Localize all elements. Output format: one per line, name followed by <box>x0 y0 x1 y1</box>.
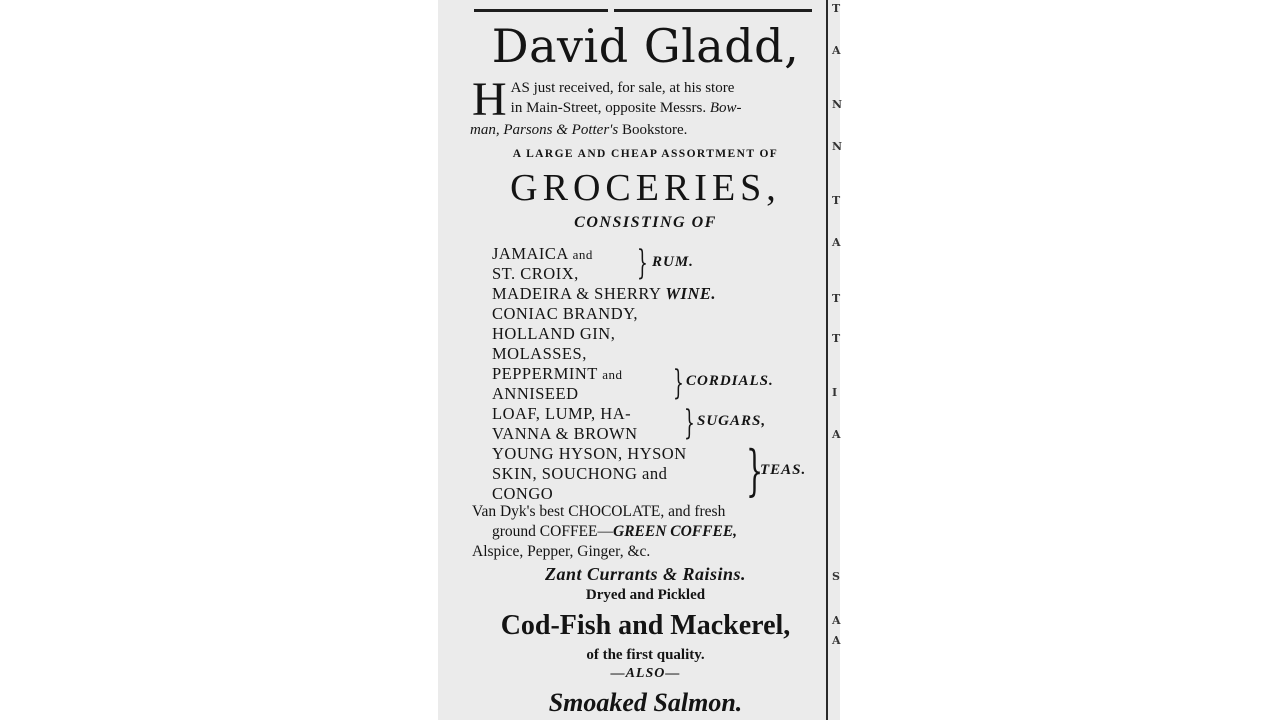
sugars-tag: SUGARS, <box>697 413 767 429</box>
edge-letter: A <box>832 44 841 57</box>
sugars-line-1: LOAF, LUMP, HA- <box>492 404 632 423</box>
intro-line-1: AS just received, for sale, at his store <box>510 80 735 96</box>
also-line: —ALSO— <box>610 666 681 681</box>
teas-tag: TEAS. <box>760 462 807 478</box>
chocolate-line-2 <box>492 522 737 542</box>
edge-letter: I <box>832 386 838 399</box>
edge-letter: A <box>832 236 841 249</box>
edge-letter: T <box>832 194 841 207</box>
rum-line-2: ST. CROIX, <box>492 264 579 283</box>
intro-line-3 <box>470 120 822 140</box>
teas-line-3: CONGO <box>492 484 554 503</box>
column-rule <box>826 0 828 720</box>
rum-tag: RUM. <box>652 254 694 270</box>
edge-letter: T <box>832 2 841 15</box>
edge-letter: A <box>832 634 841 647</box>
cordials-peppermint: PEPPERMINT <box>492 364 598 383</box>
edge-letter: A <box>832 614 841 627</box>
cordials-line-1 <box>492 364 622 385</box>
newspaper-page <box>438 0 843 720</box>
cordials-and: and <box>602 367 623 382</box>
sugars-brace: } <box>684 403 695 443</box>
intro-line-2-italic: Bow- <box>709 100 742 116</box>
currants-line: Zant Currants & Raisins. <box>544 564 747 584</box>
chocolate-line-1: Van Dyk's best CHOCOLATE, and fresh <box>472 503 726 520</box>
cordials-brace: } <box>673 363 684 403</box>
salmon-line: Smoaked Salmon. <box>548 688 743 717</box>
wine-text: MADEIRA & SHERRY <box>492 284 661 303</box>
molasses-line: MOLASSES, <box>492 344 587 363</box>
rum-jamaica: JAMAICA <box>492 244 568 263</box>
consisting-of: CONSISTING OF <box>574 214 717 231</box>
teas-brace: } <box>746 439 764 502</box>
edge-letter: N <box>832 140 843 153</box>
dryed-line: Dryed and Pickled <box>585 587 706 603</box>
rum-and: and <box>572 247 593 262</box>
merchant-name: David Gladd, <box>491 19 800 73</box>
intro-line-2-text: in Main-Street, opposite Messrs. <box>510 100 707 116</box>
rum-brace: } <box>637 243 648 283</box>
edge-letter: T <box>832 292 841 305</box>
spices-line: Alspice, Pepper, Ginger, &c. <box>472 543 651 560</box>
sugars-line-2: VANNA & BROWN <box>492 424 638 443</box>
edge-letter: S <box>832 570 840 583</box>
top-rule-left <box>474 9 608 12</box>
brandy-line: CONIAC BRANDY, <box>492 304 639 323</box>
drop-cap: H <box>472 73 507 126</box>
wine-line <box>492 284 716 304</box>
coffee-text: ground COFFEE— <box>492 523 613 540</box>
intro-line-2 <box>472 98 822 118</box>
rum-line-1 <box>492 244 593 265</box>
cordials-line-2: ANNISEED <box>492 384 579 403</box>
intro-line-3-italic: man, Parsons & Potter's <box>470 122 619 138</box>
groceries-heading: GROCERIES, <box>510 167 781 209</box>
codfish-line: Cod-Fish and Mackerel, <box>500 610 791 641</box>
wine-tag: WINE. <box>665 284 717 303</box>
gin-line: HOLLAND GIN, <box>492 324 616 343</box>
top-rule-right <box>614 9 812 12</box>
teas-line-2: SKIN, SOUCHONG and <box>492 464 668 483</box>
green-coffee: GREEN COFFEE, <box>613 523 738 540</box>
intro-line-3-text: Bookstore. <box>621 122 688 138</box>
edge-letter: N <box>832 98 843 111</box>
intro-paragraph <box>470 73 822 140</box>
edge-letter: A <box>832 428 841 441</box>
edge-letter: T <box>832 332 841 345</box>
quality-line: of the first quality. <box>586 647 705 663</box>
teas-line-1: YOUNG HYSON, HYSON <box>492 444 687 463</box>
assortment-line: A LARGE AND CHEAP ASSORTMENT OF <box>512 148 779 160</box>
cordials-tag: CORDIALS. <box>686 373 774 389</box>
